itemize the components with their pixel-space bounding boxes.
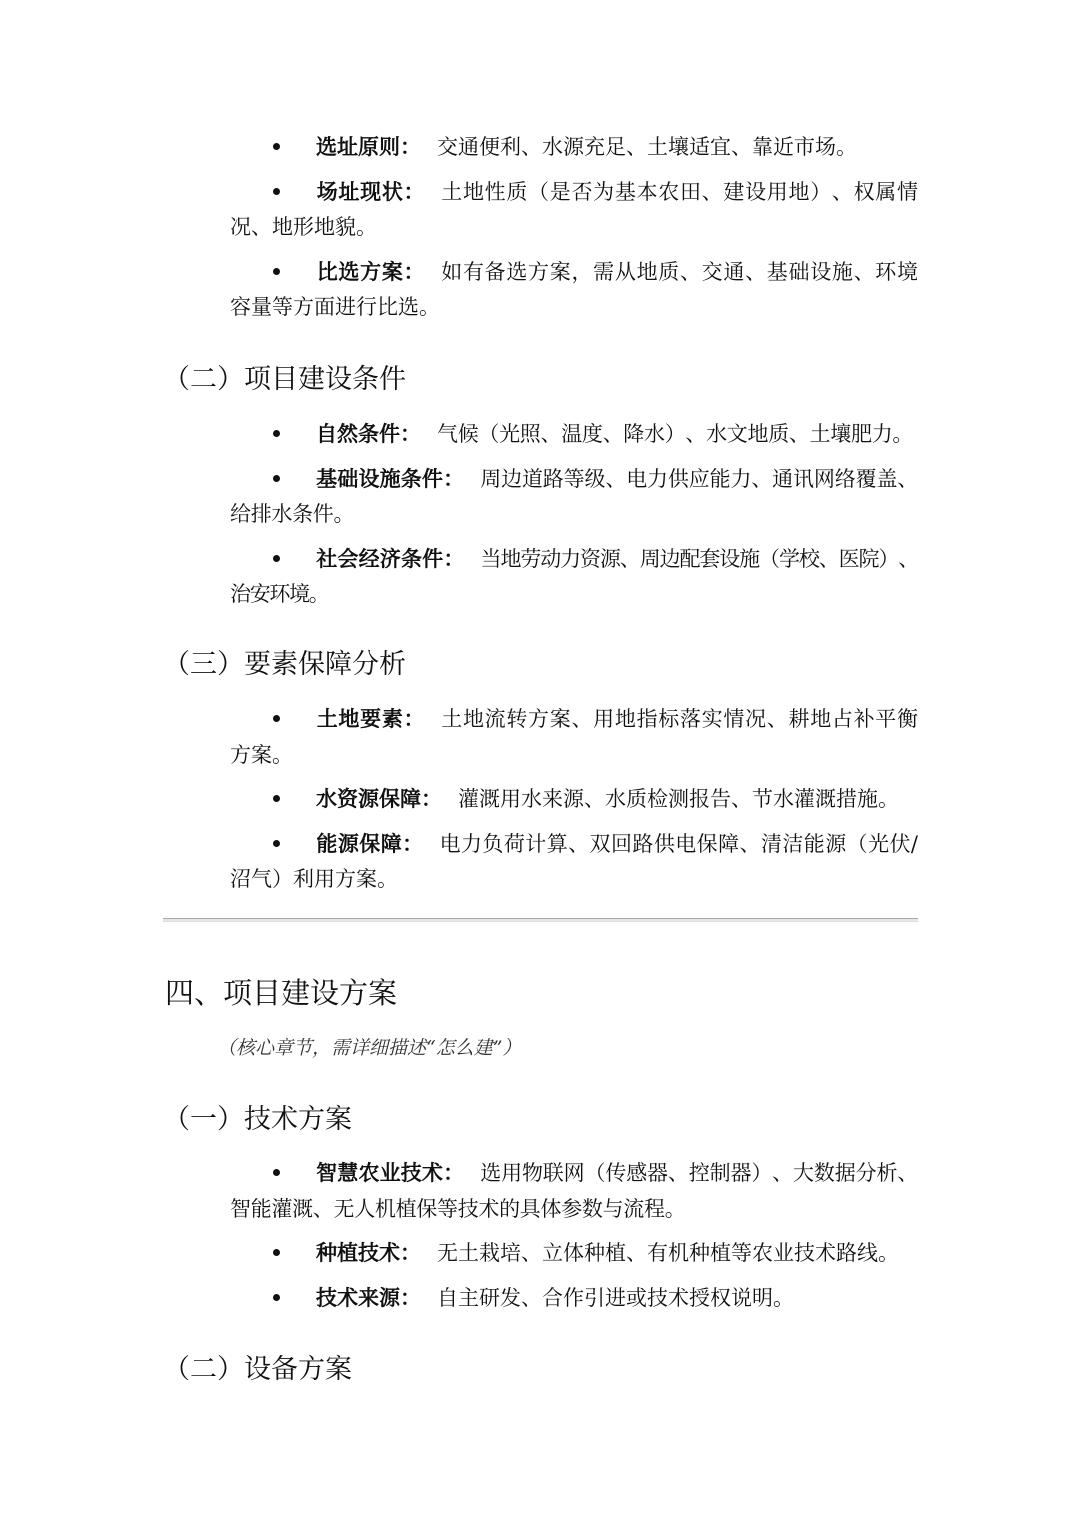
- bullet-icon: [273, 840, 280, 847]
- item-text: 电力负荷计算、双回路供电保障、清洁能源（光伏/沼气）利用方案。: [230, 831, 919, 891]
- bullet-item: [230, 1281, 918, 1317]
- item-text: 当地劳动力资源、周边配套设施（学校、医院）、治安环境。: [230, 546, 918, 606]
- item-label: 选址原则：: [316, 135, 421, 159]
- bullet-icon: [273, 715, 280, 722]
- item-text: 交通便利、水源充足、土壤适宜、靠近市场。: [437, 135, 857, 159]
- section-heading-equipment-plan: （二）设备方案: [163, 1354, 352, 1385]
- item-label: 场址现状：: [316, 179, 426, 204]
- item-text: 土地性质（是否为基本农田、建设用地）、权属情况、地形地貌。: [230, 179, 919, 239]
- bullet-icon: [273, 143, 280, 150]
- bullet-icon: [273, 188, 280, 195]
- item-text: 无土栽培、立体种植、有机种植等农业技术路线。: [437, 1241, 899, 1265]
- bullet-item: [230, 1156, 918, 1227]
- chapter-heading-construction-plan: 四、项目建设方案: [165, 976, 398, 1010]
- item-text: 周边道路等级、电力供应能力、通讯网络覆盖、给排水条件。: [230, 466, 919, 526]
- bullet-item: [230, 130, 918, 166]
- bullet-item: [230, 255, 918, 326]
- bullet-icon: [273, 1169, 280, 1176]
- item-label: 智慧农业技术：: [316, 1161, 465, 1185]
- item-text: 气候（光照、温度、降水）、水文地质、土壤肥力。: [437, 422, 914, 446]
- item-text: 灌溉用水来源、水质检测报告、节水灌溉措施。: [458, 787, 899, 811]
- bullet-item: [230, 1236, 918, 1272]
- bullet-item: [230, 702, 918, 773]
- section-heading-factor-guarantee: （三）要素保障分析: [163, 649, 406, 680]
- bullet-icon: [273, 268, 280, 275]
- section-heading-construction-conditions: （二）项目建设条件: [163, 364, 406, 395]
- item-text: 如有备选方案，需从地质、交通、基础设施、环境容量等方面进行比选。: [230, 259, 919, 319]
- item-label: 土地要素：: [316, 707, 426, 731]
- section-heading-technical-plan: （一）技术方案: [163, 1104, 352, 1135]
- bullet-icon: [273, 555, 280, 562]
- bullet-icon: [273, 1294, 280, 1301]
- construction-conditions-list: [230, 417, 918, 622]
- bullet-item: [230, 542, 918, 613]
- bullet-item: [230, 782, 918, 818]
- section-divider: [163, 918, 918, 922]
- chapter-note: （核心章节，需详细描述“怎么建”）: [217, 1037, 522, 1059]
- item-label: 技术来源：: [316, 1285, 421, 1310]
- item-text: 土地流转方案、用地指标落实情况、耕地占补平衡方案。: [230, 707, 919, 767]
- site-selection-list: [230, 130, 918, 335]
- item-text: 选用物联网（传感器、控制器）、大数据分析、智能灌溉、无人机植保等技术的具体参数与流程。: [230, 1161, 919, 1221]
- bullet-icon: [273, 430, 280, 437]
- bullet-icon: [273, 1249, 280, 1256]
- technical-plan-list: [230, 1156, 918, 1325]
- bullet-item: [230, 417, 918, 453]
- bullet-icon: [273, 475, 280, 482]
- item-text: 自主研发、合作引进或技术授权说明。: [437, 1285, 794, 1310]
- item-label: 能源保障：: [316, 831, 424, 856]
- bullet-item: [230, 827, 918, 898]
- bullet-item: [230, 175, 918, 246]
- item-label: 比选方案：: [316, 259, 426, 284]
- item-label: 种植技术：: [316, 1241, 421, 1265]
- bullet-icon: [273, 795, 280, 802]
- item-label: 自然条件：: [316, 422, 421, 446]
- item-label: 水资源保障：: [316, 787, 442, 811]
- factor-guarantee-list: [230, 702, 918, 907]
- bullet-item: [230, 462, 918, 533]
- item-label: 基础设施条件：: [316, 466, 465, 491]
- item-label: 社会经济条件：: [316, 546, 465, 571]
